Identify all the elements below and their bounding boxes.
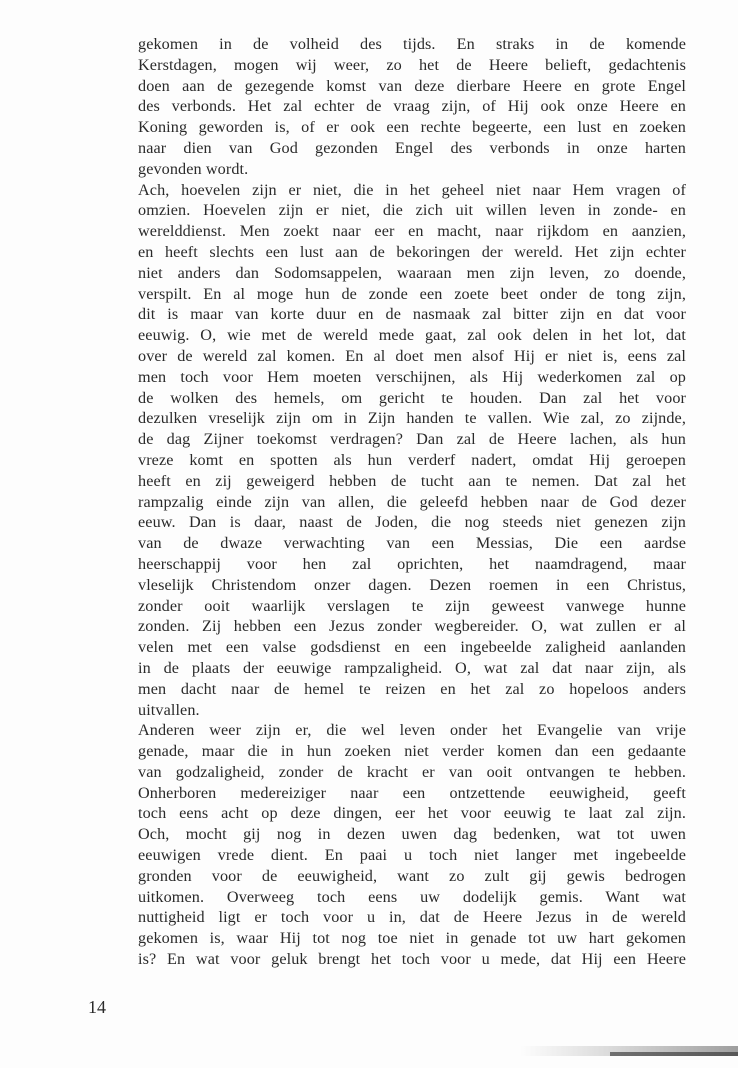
text-line: genade, maar die in hun zoeken niet verder komen dan een gedaante — [138, 742, 686, 761]
text-line: doen aan de gezegende komst van deze dierbare Heere en grote Engel — [138, 76, 686, 95]
text-line: de wolken des hemels, om gericht te houden. Dan zal het voor — [138, 388, 686, 407]
text-line: gevonden wordt. — [138, 159, 249, 178]
page-number: 14 — [88, 997, 106, 1017]
text-line: men toch voor Hem moeten verschijnen, als Hij wederkomen zal op — [138, 367, 686, 386]
text-line: eeuwigen vrede dient. En paai u toch niet langer met ingebeelde — [138, 846, 686, 865]
text-line: over de wereld zal komen. En al doet men alsof Hij er niet is, eens zal — [138, 346, 686, 365]
text-line: vleselijk Christendom onzer dagen. Dezen roemen in een Christus, — [138, 575, 686, 594]
text-line: eeuwig. O, wie met de wereld mede gaat, zal ook delen in het lot, dat — [138, 326, 686, 345]
text-line: men dacht naar de hemel te reizen en het zal zo hopeloos anders — [138, 679, 686, 698]
text-line: is? En wat voor geluk brengt het toch voor u mede, dat Hij een Heere — [138, 950, 686, 969]
text-line: in de plaats der eeuwige rampzaligheid. O, wat zal dat naar zijn, als — [138, 658, 686, 677]
text-line: Anderen weer zijn er, die wel leven onder het Evangelie van vrije — [138, 721, 686, 740]
text-line: uitkomen. Overweeg toch eens uw dodelijk gemis. Want wat — [138, 887, 686, 906]
text-line: eeuw. Dan is daar, naast de Joden, die nog steeds niet genezen zijn — [138, 513, 686, 532]
body-text — [138, 34, 686, 970]
text-line: dit is maar van korte duur en de nasmaak zal bitter zijn en dat voor — [138, 305, 686, 324]
text-line: omzien. Hoevelen zijn er niet, die zich uit willen leven in zonde- en — [138, 201, 686, 220]
text-line: naar dien van God gezonden Engel des verbonds in onze harten — [138, 138, 686, 157]
text-line: gekomen is, waar Hij tot nog toe niet in genade tot uw hart gekomen — [138, 929, 686, 948]
text-line: heeft en zij geweigerd hebben de tucht aan te nemen. Dat zal het — [138, 471, 686, 490]
scan-edge — [610, 1052, 738, 1056]
text-line: des verbonds. Het zal echter de vraag zijn, of Hij ook onze Heere en — [138, 97, 686, 116]
text-line: van de dwaze verwachting van een Messias, Die een aardse — [138, 534, 686, 553]
text-line: dezulken vreselijk zijn om in Zijn handen te vallen. Wie zal, zo zijnde, — [138, 409, 686, 428]
text-line: zonder ooit waarlijk verslagen te zijn geweest vanwege hunne — [138, 596, 686, 615]
text-line: heerschappij voor hen zal oprichten, het naamdragend, maar — [138, 554, 686, 573]
text-line: uitvallen. — [138, 700, 200, 719]
text-line: gronden voor de eeuwigheid, want zo zult gij gewis bedrogen — [138, 866, 686, 885]
text-line: Och, mocht gij nog in dezen uwen dag bedenken, wat tot uwen — [138, 825, 686, 844]
text-line: vreze komt en spotten als hun verderf nadert, omdat Hij geroepen — [138, 450, 686, 469]
text-line: werelddienst. Men zoekt naar eer en macht, naar rijkdom en aanzien, — [138, 222, 686, 241]
text-line: velen met een valse godsdienst en een ingebeelde zaligheid aanlanden — [138, 638, 686, 657]
text-line: gekomen in de volheid des tijds. En straks in de komende — [138, 35, 686, 53]
text-line: Koning geworden is, of er ook een rechte begeerte, een lust en zoeken — [138, 118, 686, 137]
text-line: van godzaligheid, zonder de kracht er van ooit ontvangen te hebben. — [138, 762, 686, 781]
text-line: en heeft slechts een lust aan de bekoringen der wereld. Het zijn echter — [138, 242, 686, 261]
text-line: verspilt. En al moge hun de zonde een zoete beet onder de tong zijn, — [138, 284, 686, 303]
text-line: toch eens acht op deze dingen, eer het voor eeuwig te laat zal zijn. — [138, 804, 686, 823]
text-line: Kerstdagen, mogen wij weer, zo het de Heere belieft, gedachtenis — [138, 55, 686, 74]
text-line: niet anders dan Sodomsappelen, waaraan men zijn leven, zo doende, — [138, 263, 686, 282]
text-line: Onherboren medereiziger naar een ontzettende eeuwigheid, geeft — [138, 783, 686, 802]
text-line: nuttigheid ligt er toch voor u in, dat de Heere Jezus in de wereld — [138, 908, 686, 927]
text-line: rampzalig einde zijn van allen, die geleefd hebben naar de God dezer — [138, 492, 686, 511]
text-line: zonden. Zij hebben een Jezus zonder wegbereider. O, wat zullen er al — [138, 617, 686, 636]
text-line: Ach, hoevelen zijn er niet, die in het geheel niet naar Hem vragen of — [138, 180, 686, 199]
text-line: de dag Zijner toekomst verdragen? Dan zal de Heere lachen, als hun — [138, 430, 686, 449]
